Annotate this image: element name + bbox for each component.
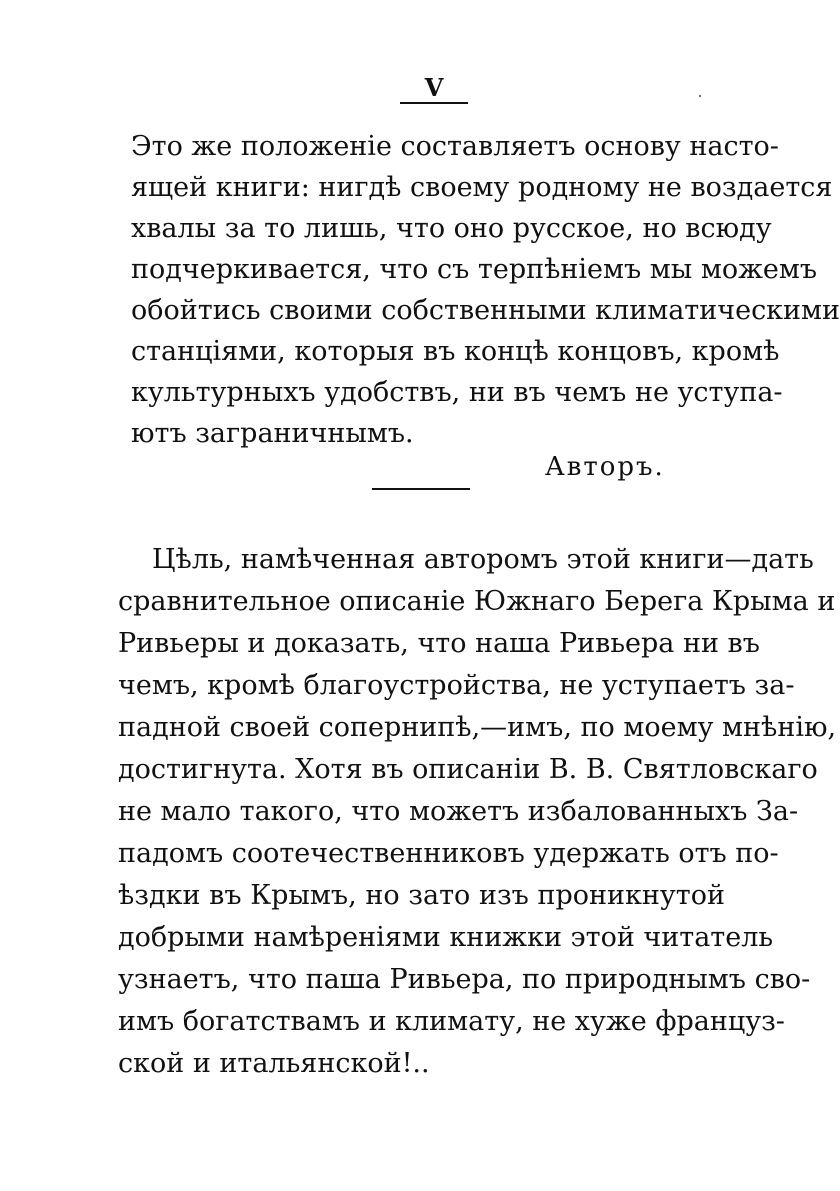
text-line: ской и итальянской!..	[118, 1048, 430, 1079]
text-line: чемъ, кромѣ благоустройства, не уступаетъ за-	[118, 670, 795, 701]
text-line: сравнительное описаніе Южнаго Берега Крыма и	[118, 586, 836, 617]
text-line: Это же положеніе составляетъ основу насто-	[131, 131, 779, 162]
text-line: ящей книги: нигдѣ своему родному не воздается	[131, 172, 833, 203]
text-line: хвалы за то лишь, что оно русское, но всюду	[131, 213, 772, 244]
text-line: не мало такого, что можетъ избалованныхъ За-	[118, 796, 799, 827]
text-line: падной своей сопернипѣ,—имъ, по моему мнѣнію,	[118, 712, 837, 743]
author-signature: Авторъ.	[545, 452, 665, 482]
text-line: достигнута. Хотя въ описаніи В. В. Святловскаго	[118, 754, 818, 785]
print-speck	[699, 95, 701, 97]
text-line: добрыми намѣреніями книжки этой читатель	[118, 922, 774, 953]
text-line: падомъ соотечественниковъ удержать отъ по-	[118, 838, 779, 869]
text-line: имъ богатствамъ и климату, не хуже француз-	[118, 1006, 785, 1037]
text-line: культурныхъ удобствъ, ни въ чемъ не уступа-	[131, 377, 783, 408]
page-number-rule	[400, 102, 468, 104]
text-line: ютъ заграничнымъ.	[131, 418, 414, 449]
text-line: обойтись своими собственными климатическими	[131, 295, 840, 326]
text-line: станціями, которыя въ концѣ концовъ, кромѣ	[131, 336, 780, 367]
text-line: Ривьеры и доказать, что наша Ривьера ни въ	[118, 628, 760, 659]
text-line: подчеркивается, что съ терпѣніемъ мы можемъ	[131, 254, 818, 285]
text-line: Цѣль, намѣченная авторомъ этой книги—дать	[152, 544, 814, 575]
section-divider	[372, 488, 470, 490]
text-line: ѣздки въ Крымъ, но зато изъ проникнутой	[118, 880, 725, 911]
text-line: узнаетъ, что паша Ривьера, по природнымъ сво-	[118, 964, 811, 995]
page-number: V	[424, 73, 444, 102]
